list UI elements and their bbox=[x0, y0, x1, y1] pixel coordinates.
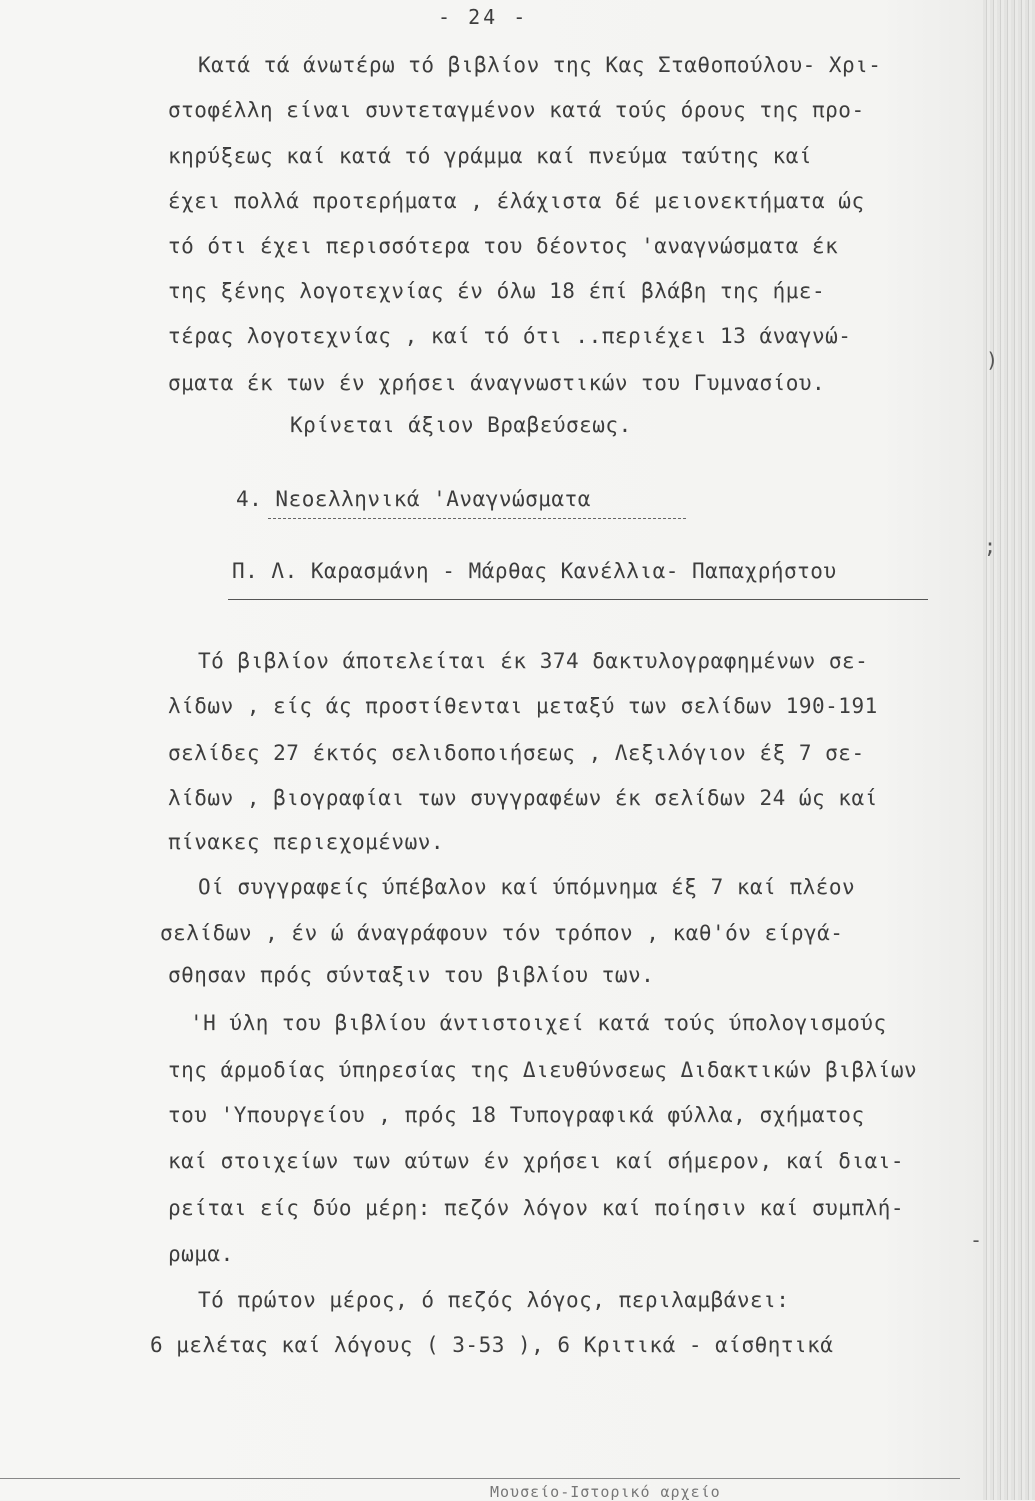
text-line-24: ρείται είς δύο μέρη: πεζόν λόγον καί ποίησιν καί συμπλή- bbox=[168, 1196, 905, 1220]
text-line-26: Τό πρώτον μέρος, ό πεζός λόγος, περιλαμβάνει: bbox=[198, 1288, 790, 1312]
verdict-line: Κρίνεται άξιον Βραβεύσεως. bbox=[290, 413, 632, 437]
text-line-8: σματα έκ των έν χρήσει άναγνωστικών του Γυμνασίου. bbox=[168, 371, 826, 395]
footer-rule bbox=[0, 1478, 960, 1479]
text-line-18: σελίδων , έν ώ άναγράφουν τόν τρόπον , καθ'όν είργά- bbox=[160, 921, 844, 945]
text-line-14: σελίδες 27 έκτός σελιδοποιήσεως , Λεξιλόγιον έξ 7 σε- bbox=[168, 741, 865, 765]
text-line-13: λίδων , είς άς προστίθενται μεταξύ των σελίδων 190-191 bbox=[168, 694, 878, 718]
text-line-15: λίδων , βιογραφίαι των συγγραφέων έκ σελίδων 24 ώς καί bbox=[168, 786, 878, 810]
text-line-5: τό ότι έχει περισσότερα του δέοντος 'αναγνώσματα έκ bbox=[168, 234, 839, 258]
text-line-17: Οί συγγραφείς ύπέβαλον καί ύπόμνημα έξ 7 καί πλέον bbox=[198, 875, 856, 899]
margin-semicolon-mark: ; bbox=[984, 534, 997, 558]
section-heading: 4. Νεοελληνικά 'Αναγνώσματα bbox=[236, 487, 591, 511]
text-line-12: Τό βιβλίον άποτελείται έκ 374 δακτυλογραφημένων σε- bbox=[198, 649, 869, 673]
authors-underline bbox=[228, 599, 928, 600]
text-line-21: της άρμοδίας ύπηρεσίας της Διευθύνσεως Διδακτικών βιβλίων bbox=[168, 1058, 918, 1082]
text-line-19: σθησαν πρός σύνταξιν του βιβλίου των. bbox=[168, 963, 655, 987]
margin-dash-mark: - bbox=[970, 1228, 983, 1252]
text-line-16: πίνακες περιεχομένων. bbox=[168, 830, 445, 854]
text-line-2: στοφέλλη είναι συντεταγμένον κατά τούς όρους της προ- bbox=[168, 98, 865, 122]
text-line-3: κηρύξεως καί κατά τό γράμμα καί πνεύμα ταύτης καί bbox=[168, 144, 813, 168]
binding-edge bbox=[983, 0, 1035, 1500]
text-line-25: ρωμα. bbox=[168, 1242, 234, 1266]
text-line-6: της ξένης λογοτεχνίας έν όλω 18 έπί βλάβη της ήμε- bbox=[168, 279, 826, 303]
text-line-23: καί στοιχείων των αύτων έν χρήσει καί σήμερον, καί διαι- bbox=[168, 1149, 905, 1173]
text-line-27: 6 μελέτας καί λόγους ( 3-53 ), 6 Κριτικά - αίσθητικά bbox=[150, 1333, 834, 1357]
section-heading-underline bbox=[268, 518, 686, 519]
authors-line: Π. Λ. Καρασμάνη - Μάρθας Κανέλλια- Παπαχρήστου bbox=[232, 559, 837, 583]
page-number: - 24 - bbox=[438, 5, 529, 29]
text-line-22: του 'Υπουργείου , πρός 18 Τυπογραφικά φύλλα, σχήματος bbox=[168, 1103, 865, 1127]
margin-paren-mark: ) bbox=[986, 348, 999, 372]
text-line-1: Κατά τά άνωτέρω τό βιβλίον της Κας Σταθοπούλου- Χρι- bbox=[198, 53, 882, 77]
text-line-7: τέρας λογοτεχνίας , καί τό ότι ..περιέχει 13 άναγνώ- bbox=[168, 324, 852, 348]
text-line-20: 'Η ύλη του βιβλίου άντιστοιχεί κατά τούς ύπολογισμούς bbox=[190, 1011, 887, 1035]
text-line-4: έχει πολλά προτερήματα , έλάχιστα δέ μειονεκτήματα ώς bbox=[168, 189, 865, 213]
footer-watermark: Μουσείο-Ιστορικό αρχείο bbox=[490, 1483, 721, 1501]
